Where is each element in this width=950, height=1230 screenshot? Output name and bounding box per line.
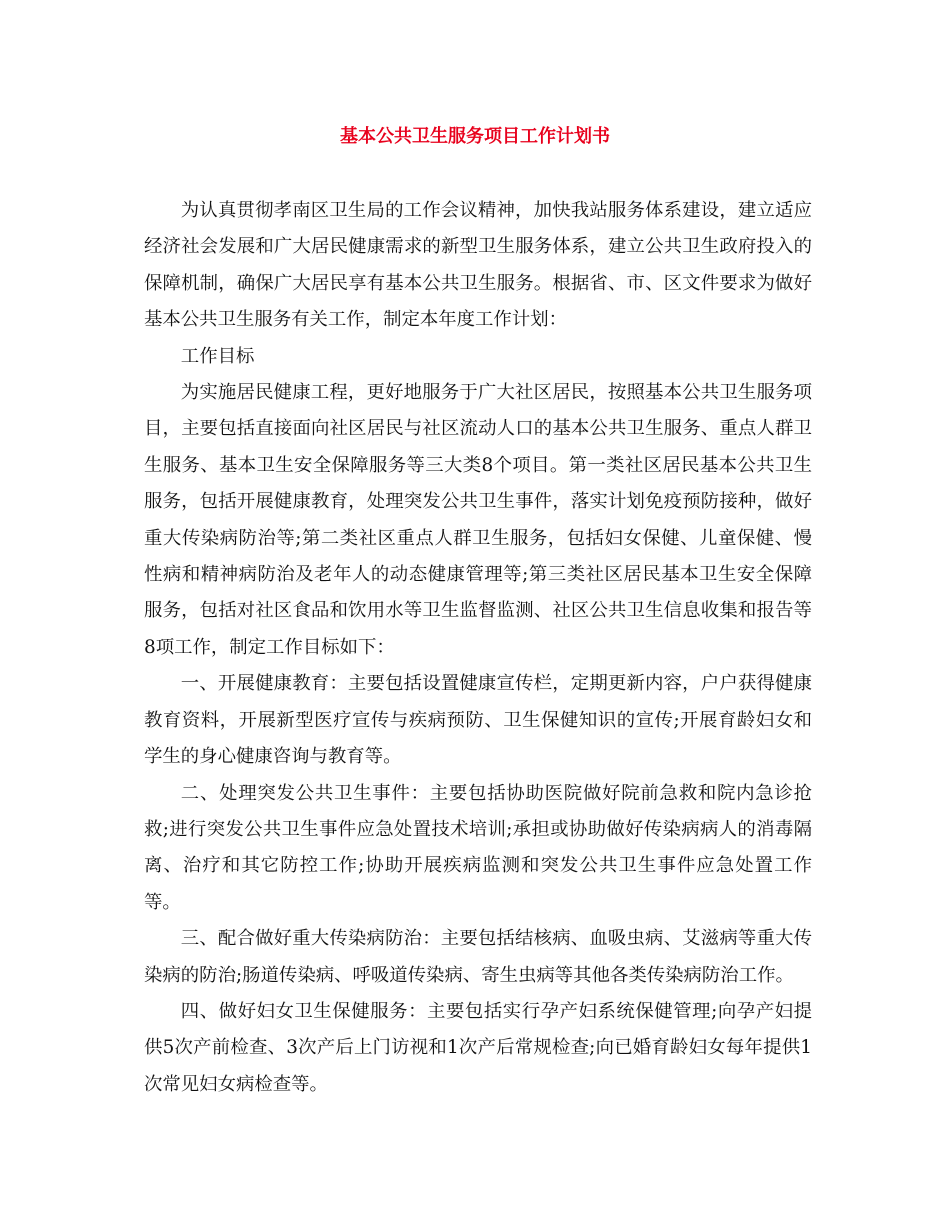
paragraph-section-heading: 工作目标 [180, 345, 255, 367]
document-title: 基本公共卫生服务项目工作计划书 [340, 126, 610, 147]
paragraph-item-2: 二、处理突发公共卫生事件：主要包括协助医院做好院前急救和院内急诊抢救;进行突发公共卫生事件应急处置技术培训;承担或协助做好传染病病人的消毒隔离、治疗和其它防控工作;协助开展疾病监测和突发公共卫生事件应急处置工作等。 [144, 782, 812, 913]
paragraph-item-1: 一、开展健康教育：主要包括设置健康宣传栏，定期更新内容，户户获得健康教育资料，开展新型医疗宣传与疾病预防、卫生保健知识的宣传;开展育龄妇女和学生的身心健康咨询与教育等。 [144, 673, 812, 768]
paragraph-intro: 为认真贯彻孝南区卫生局的工作会议精神，加快我站服务体系建设，建立适应经济社会发展和广大居民健康需求的新型卫生服务体系，建立公共卫生政府投入的保障机制，确保广大居民享有基本公共卫生服务。根据省、市、区文件要求为做好基本公共卫生服务有关工作，制定本年度工作计划： [144, 200, 812, 331]
paragraph-item-4: 四、做好妇女卫生保健服务：主要包括实行孕产妇系统保健管理;向孕产妇提供5次产前检查、3次产后上门访视和1次产后常规检查;向已婚育龄妇女每年提供1次常见妇女病检查等。 [144, 1000, 812, 1095]
paragraph-item-3: 三、配合做好重大传染病防治：主要包括结核病、血吸虫病、艾滋病等重大传染病的防治;肠道传染病、呼吸道传染病、寄生虫病等其他各类传染病防治工作。 [144, 928, 812, 986]
document-body [144, 193, 812, 1103]
paragraph-work-goals: 为实施居民健康工程，更好地服务于广大社区居民，按照基本公共卫生服务项目，主要包括直接面向社区居民与社区流动人口的基本公共卫生服务、重点人群卫生服务、基本卫生安全保障服务等三大类8个项目。第一类社区居民基本公共卫生服务，包括开展健康教育，处理突发公共卫生事件，落实计划免疫预防接种，做好重大传染病防治等;第二类社区重点人群卫生服务，包括妇女保健、儿童保健、慢性病和精神病防治及老年人的动态健康管理等;第三类社区居民基本卫生安全保障服务，包括对社区食品和饮用水等卫生监督监测、社区公共卫生信息收集和报告等8项工作，制定工作目标如下： [144, 382, 812, 658]
